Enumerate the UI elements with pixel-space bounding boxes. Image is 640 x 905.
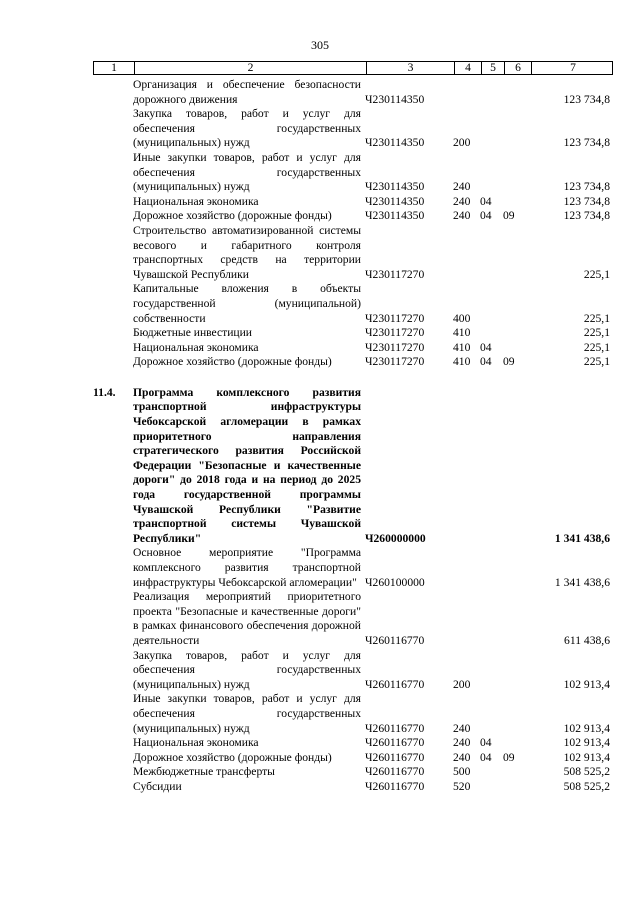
cell-code: Ч260000000 xyxy=(365,531,426,545)
cell-vr: 240 xyxy=(453,736,471,750)
cell-num xyxy=(93,107,133,151)
cell-pr: 09 xyxy=(503,209,515,223)
cell-vr: 410 xyxy=(453,340,471,354)
cell-vr: 240 xyxy=(453,721,471,735)
cell-num xyxy=(93,355,133,370)
cell-name: Национальная экономика xyxy=(133,736,259,750)
cell-num xyxy=(93,341,133,356)
table-row xyxy=(93,224,613,282)
cell-amount: 102 913,4 xyxy=(563,736,610,750)
table-row xyxy=(93,780,613,795)
cell-name: Иные закупки товаров, работ и услуг для обеспечения государственных (муниципальных) нужд xyxy=(133,150,361,194)
table-row xyxy=(93,282,613,326)
cell-code: Ч260116770 xyxy=(365,736,425,750)
cell-pr xyxy=(503,224,530,282)
cell-rz: 04 xyxy=(480,194,492,208)
cell-code: Ч230114350 xyxy=(365,136,425,150)
cell-code: Ч230117270 xyxy=(365,267,425,281)
cell-pr xyxy=(503,78,530,107)
cell-pr xyxy=(503,649,530,693)
table-row xyxy=(93,107,613,151)
cell-rz xyxy=(480,692,503,736)
table-row xyxy=(93,341,613,356)
table-row xyxy=(93,751,613,766)
cell-code: Ч230117270 xyxy=(365,311,425,325)
column-header-7: 7 xyxy=(531,62,614,74)
cell-pr xyxy=(503,590,530,648)
cell-num xyxy=(93,224,133,282)
cell-vr xyxy=(453,386,480,547)
table-row xyxy=(93,590,613,648)
page-number: 305 xyxy=(311,38,329,52)
cell-vr: 500 xyxy=(453,765,471,779)
cell-amount: 1 341 438,6 xyxy=(554,531,610,545)
cell-rz: 04 xyxy=(480,355,492,369)
cell-amount: 123 734,8 xyxy=(563,180,610,194)
cell-name: Национальная экономика xyxy=(133,194,259,208)
column-header-2: 2 xyxy=(134,62,366,74)
cell-pr xyxy=(503,151,530,195)
cell-name: Закупка товаров, работ и услуг для обеспечения государственных (муниципальных) нужд xyxy=(133,107,361,150)
cell-rz xyxy=(480,151,503,195)
cell-code: Ч260116770 xyxy=(365,765,425,779)
cell-code: Ч260116770 xyxy=(365,721,425,735)
cell-num xyxy=(93,765,133,780)
cell-vr: 240 xyxy=(453,209,471,223)
cell-code: Ч230114350 xyxy=(365,180,425,194)
column-header-row xyxy=(93,61,613,75)
cell-name: Основное мероприятие "Программа комплексного развития транспортной инфраструктуры Чебоксарской агломерации" xyxy=(133,546,361,589)
cell-rz xyxy=(480,326,503,341)
cell-num xyxy=(93,780,133,795)
cell-amount: 508 525,2 xyxy=(563,765,610,779)
cell-rz xyxy=(480,765,503,780)
cell-pr xyxy=(503,765,530,780)
cell-pr: 09 xyxy=(503,750,515,764)
cell-amount: 123 734,8 xyxy=(563,194,610,208)
cell-amount: 1 341 438,6 xyxy=(554,575,610,589)
cell-num xyxy=(93,282,133,326)
cell-name: Реализация мероприятий приоритетного проекта "Безопасные и качественные дороги" в рамках финансового обеспечения дорожной деятельности xyxy=(133,590,361,647)
cell-name: Организация и обеспечение безопасности дорожного движения xyxy=(133,78,361,106)
cell-vr: 240 xyxy=(453,750,471,764)
cell-num: 11.4. xyxy=(93,385,116,399)
cell-num xyxy=(93,78,133,107)
cell-name: Строительство автоматизированной системы весового и габаритного контроля транспортных средств на территории Чувашской Республики xyxy=(133,223,361,281)
cell-rz xyxy=(480,546,503,590)
table-row xyxy=(93,78,613,107)
table-row xyxy=(93,692,613,736)
cell-name: Закупка товаров, работ и услуг для обеспечения государственных (муниципальных) нужд xyxy=(133,648,361,691)
cell-rz: 04 xyxy=(480,736,492,750)
cell-name: Иные закупки товаров, работ и услуг для обеспечения государственных (муниципальных) нужд xyxy=(133,692,361,735)
cell-rz xyxy=(480,649,503,693)
cell-pr xyxy=(503,780,530,795)
cell-num xyxy=(93,151,133,195)
cell-code: Ч260116770 xyxy=(365,677,425,691)
cell-rz xyxy=(480,282,503,326)
cell-pr xyxy=(503,341,530,356)
cell-rz xyxy=(480,107,503,151)
cell-num xyxy=(93,751,133,766)
cell-num xyxy=(93,590,133,648)
cell-amount: 102 913,4 xyxy=(563,750,610,764)
cell-amount: 123 734,8 xyxy=(563,92,610,106)
cell-amount: 225,1 xyxy=(583,311,610,325)
cell-vr: 410 xyxy=(453,355,471,369)
cell-pr xyxy=(503,386,530,547)
cell-name: Дорожное хозяйство (дорожные фонды) xyxy=(133,750,332,764)
section-spacer xyxy=(93,370,613,386)
cell-rz xyxy=(480,224,503,282)
cell-pr xyxy=(503,326,530,341)
cell-vr xyxy=(453,546,480,590)
cell-vr: 410 xyxy=(453,326,471,340)
cell-rz xyxy=(480,590,503,648)
cell-name: Капитальные вложения в объекты государственной (муниципальной) собственности xyxy=(133,282,361,325)
cell-rz: 04 xyxy=(480,209,492,223)
cell-pr xyxy=(503,546,530,590)
table-row xyxy=(93,355,613,370)
cell-name: Дорожное хозяйство (дорожные фонды) xyxy=(133,355,332,369)
cell-amount: 225,1 xyxy=(583,340,610,354)
column-header-4: 4 xyxy=(454,62,481,74)
cell-amount: 225,1 xyxy=(583,326,610,340)
cell-code: Ч260100000 xyxy=(365,575,425,589)
cell-code: Ч230114350 xyxy=(365,92,425,106)
cell-name: Национальная экономика xyxy=(133,340,259,354)
cell-num xyxy=(93,649,133,693)
cell-vr xyxy=(453,590,480,648)
table-row xyxy=(93,736,613,751)
cell-amount: 102 913,4 xyxy=(563,677,610,691)
cell-vr: 200 xyxy=(453,136,471,150)
cell-rz xyxy=(480,780,503,795)
cell-pr xyxy=(503,107,530,151)
cell-vr: 400 xyxy=(453,311,471,325)
table-row xyxy=(93,209,613,224)
table-row xyxy=(93,546,613,590)
cell-name: Дорожное хозяйство (дорожные фонды) xyxy=(133,209,332,223)
cell-pr xyxy=(503,736,530,751)
cell-rz: 04 xyxy=(480,750,492,764)
cell-num xyxy=(93,692,133,736)
cell-code: Ч230117270 xyxy=(365,326,425,340)
table-row xyxy=(93,195,613,210)
cell-name: Программа комплексного развития транспортной инфраструктуры Чебоксарской агломерации в рамках приоритетного направления стратегического развития Российской Федерации "Безопасные и качественные дороги" до 2018 года и на период до 2025 года государственной программы Чувашской Республики "Развитие транспортной системы Чувашской Республики" xyxy=(133,385,361,545)
column-header-1: 1 xyxy=(111,61,117,74)
cell-code: Ч230114350 xyxy=(365,194,425,208)
cell-num xyxy=(93,326,133,341)
cell-amount: 225,1 xyxy=(583,355,610,369)
budget-table xyxy=(93,78,613,795)
cell-amount: 225,1 xyxy=(583,267,610,281)
column-header-5: 5 xyxy=(481,62,504,74)
cell-rz: 04 xyxy=(480,340,492,354)
cell-rz xyxy=(480,386,503,547)
cell-pr: 09 xyxy=(503,355,515,369)
cell-vr: 240 xyxy=(453,180,471,194)
table-row xyxy=(93,326,613,341)
cell-vr: 240 xyxy=(453,194,471,208)
cell-amount: 611 438,6 xyxy=(564,633,610,647)
cell-amount: 123 734,8 xyxy=(563,209,610,223)
cell-name: Субсидии xyxy=(133,779,182,793)
cell-name: Бюджетные инвестиции xyxy=(133,326,253,340)
cell-code: Ч230117270 xyxy=(365,340,425,354)
table-row xyxy=(93,151,613,195)
cell-vr xyxy=(453,78,480,107)
cell-amount: 123 734,8 xyxy=(563,136,610,150)
cell-rz xyxy=(480,78,503,107)
cell-num xyxy=(93,546,133,590)
cell-vr: 200 xyxy=(453,677,471,691)
column-header-3: 3 xyxy=(366,62,454,74)
cell-amount: 508 525,2 xyxy=(563,779,610,793)
table-row xyxy=(93,649,613,693)
cell-code: Ч260116770 xyxy=(365,750,425,764)
table-row xyxy=(93,386,613,547)
cell-vr: 520 xyxy=(453,779,471,793)
cell-code: Ч260116770 xyxy=(365,779,425,793)
cell-num xyxy=(93,209,133,224)
cell-num xyxy=(93,195,133,210)
cell-code: Ч230117270 xyxy=(365,355,425,369)
cell-name: Межбюджетные трансферты xyxy=(133,765,275,779)
cell-num xyxy=(93,736,133,751)
table-row xyxy=(93,765,613,780)
cell-code: Ч260116770 xyxy=(365,633,425,647)
cell-pr xyxy=(503,282,530,326)
cell-amount: 102 913,4 xyxy=(563,721,610,735)
cell-vr xyxy=(453,224,480,282)
cell-code: Ч230114350 xyxy=(365,209,425,223)
cell-pr xyxy=(503,195,530,210)
cell-pr xyxy=(503,692,530,736)
column-header-6: 6 xyxy=(504,62,531,74)
